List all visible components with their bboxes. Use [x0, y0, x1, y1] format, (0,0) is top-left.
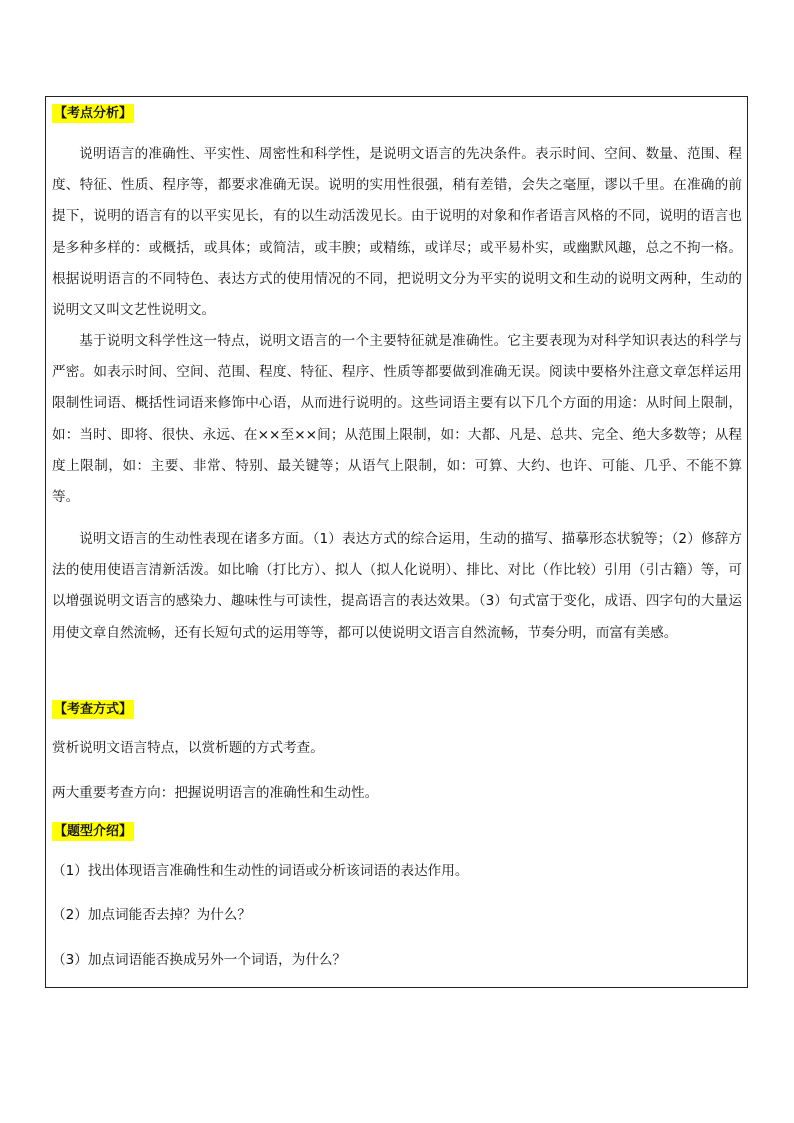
analysis-paragraph-1: 说明语言的准确性、平实性、周密性和科学性，是说明文语言的先决条件。表示时间、空间、数量、范围、程度、特征、性质、程序等，都要求准确无误。说明的实用性很强，稍有差错，会失之毫厘，谬以千里。在准确的前提下，说明的语言有的以平实见长，有的以生动活泼见长。由于说明的对象和作者语言风格的不同，说明的语言也是多种多样的：或概括，或具体；或简洁，或丰腴；或精练，或详尽；或平易朴实，或幽默风趣，总之不拘一格。根据说明语言的不同特色、表达方式的使用情况的不同，把说明文分为平实的说明文和生动的说明文两种，生动的说明文又叫文艺性说明文。 [52, 146, 742, 319]
types-line-2: （2）加点词能否去掉？为什么？ [52, 907, 251, 923]
method-line-1: 赏析说明文语言特点，以赏析题的方式考查。 [52, 740, 324, 756]
types-line-1: （1）找出体现语言准确性和生动性的词语或分析该词语的表达作用。 [52, 863, 469, 879]
method-line-2: 两大重要考查方向：把握说明语言的准确性和生动性。 [52, 785, 379, 801]
types-heading: 【题型介绍】 [54, 824, 133, 839]
method-heading: 【考查方式】 [54, 702, 133, 717]
analysis-paragraph-2: 基于说明文科学性这一特点，说明文语言的一个主要特征就是准确性。它主要表现为对科学知识表达的科学与严密。如表示时间、空间、范围、程度、特征、程序、性质等都要做到准确无误。阅读中要格外注意文章怎样运用限制性词语、概括性词语来修饰中心语，从而进行说明的。这些词语主要有以下几个方面的用途：从时间上限制，如：当时、即将、很快、永远、在××至××间；从范围上限制，如：大都、凡是、总共、完全、绝大多数等；从程度上限制，如：主要、非常、特别、最关键等；从语气上限制，如：可算、大约、也许、可能、几乎、不能不算等。 [52, 333, 742, 506]
types-line-3: （3）加点词语能否换成另外一个词语，为什么？ [52, 952, 347, 968]
analysis-paragraph-3: 说明文语言的生动性表现在诸多方面。（1）表达方式的综合运用，生动的描写、描摹形态状貌等；（2）修辞方法的使用使语言清新活泼。如比喻（打比方）、拟人（拟人化说明）、排比、对比（作比较）引用（引古籍）等，可以增强说明文语言的感染力、趣味性与可读性，提高语言的表达效果。（3）句式富于变化，成语、四字句的大量运用使文章自然流畅，还有长短句式的运用等等，都可以使说明文语言自然流畅，节奏分明，而富有美感。 [52, 531, 742, 641]
content-box [45, 96, 748, 988]
analysis-heading: 【考点分析】 [54, 106, 133, 121]
